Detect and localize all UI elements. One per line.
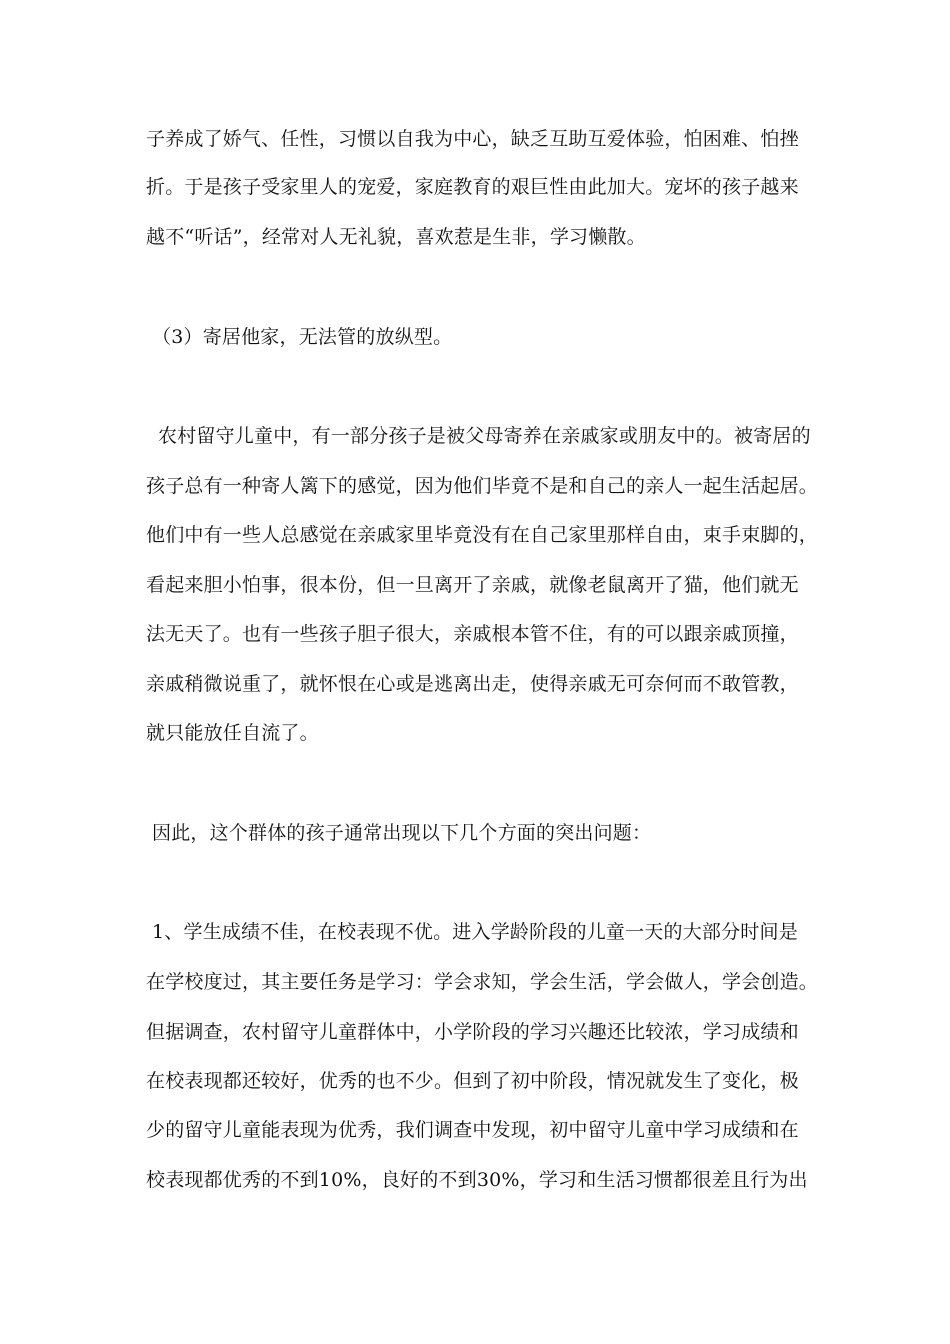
text-line: 校表现都优秀的不到10%，良好的不到30%，学习和生活习惯都很差且行为出 [146, 1169, 808, 1191]
text-line: 农村留守儿童中，有一部分孩子是被父母寄养在亲戚家或朋友中的。被寄居的 [158, 425, 811, 447]
text-line: 折。于是孩子受家里人的宠爱，家庭教育的艰巨性由此加大。宠坏的孩子越来 [146, 176, 799, 198]
text-line: 在学校度过，其主要任务是学习：学会求知，学会生活，学会做人，学会创造。 [146, 971, 819, 993]
text-line: 因此，这个群体的孩子通常出现以下几个方面的突出问题： [152, 822, 652, 844]
text-line: 但据调查，农村留守儿童群体中，小学阶段的学习兴趣还比较浓，学习成绩和 [146, 1021, 799, 1043]
text-line: 他们中有一些人总感觉在亲戚家里毕竟没有在自己家里那样自由，束手束脚的， [146, 524, 819, 546]
text-line: 1、学生成绩不佳，在校表现不优。进入学龄阶段的儿童一天的大部分时间是 [152, 921, 798, 943]
text-line: 少的留守儿童能表现为优秀，我们调查中发现，初中留守儿童中学习成绩和在 [146, 1119, 799, 1141]
text-line: 看起来胆小怕事，很本份，但一旦离开了亲戚，就像老鼠离开了猫，他们就无 [146, 574, 799, 596]
text-line: 法无天了。也有一些孩子胆子很大，亲戚根本管不住，有的可以跟亲戚顶撞， [146, 623, 799, 645]
text-line: 孩子总有一种寄人篱下的感觉，因为他们毕竟不是和自己的亲人一起生活起居。 [146, 475, 819, 497]
text-line: 越不“听话”，经常对人无礼貌，喜欢惹是生非，学习懒散。 [146, 226, 646, 248]
text-line: 子养成了娇气、任性，习惯以自我为中心，缺乏互助互爱体验，怕困难、怕挫 [146, 128, 799, 150]
text-line: 就只能放任自流了。 [146, 722, 319, 744]
text-line: 亲戚稍微说重了，就怀恨在心或是逃离出走，使得亲戚无可奈何而不敢管教， [146, 673, 799, 695]
text-line: 在校表现都还较好，优秀的也不少。但到了初中阶段，情况就发生了变化，极 [146, 1070, 799, 1092]
text-line: （3）寄居他家，无法管的放纵型。 [152, 326, 453, 348]
